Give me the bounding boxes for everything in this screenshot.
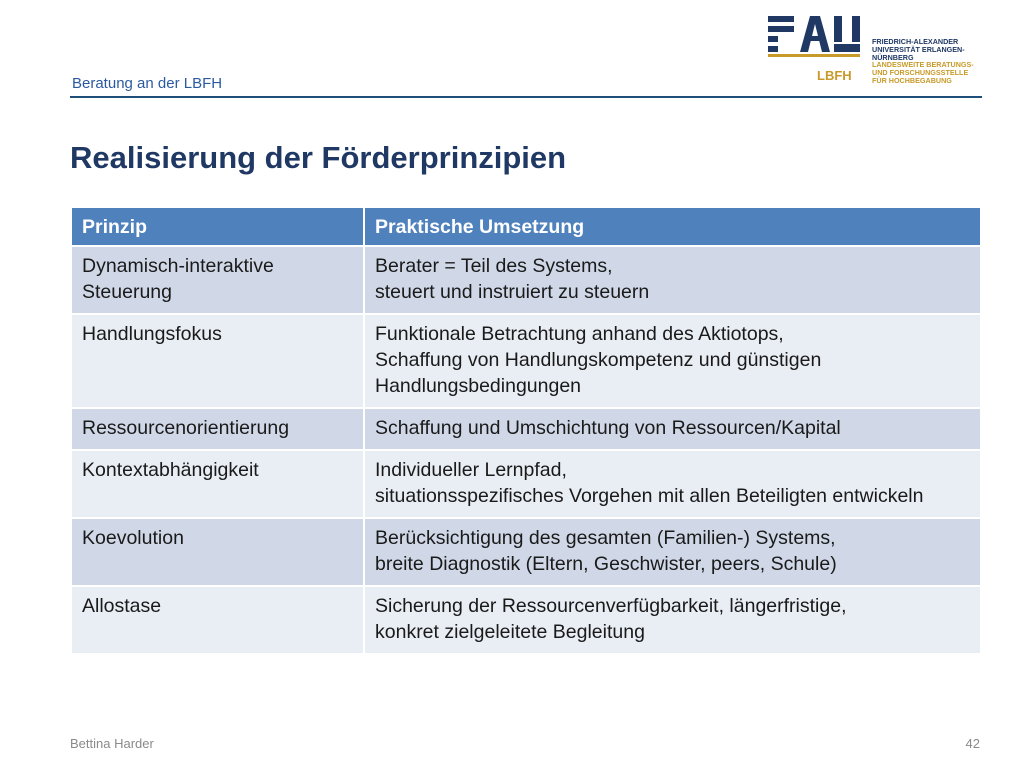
principle-cell: Dynamisch-interaktive Steuerung — [71, 246, 364, 314]
principle-cell: Kontextabhängigkeit — [71, 450, 364, 518]
fau-logo-icon — [766, 14, 862, 60]
table-row — [71, 450, 981, 518]
implementation-cell — [364, 586, 981, 654]
principle-cell: Allostase — [71, 586, 364, 654]
table-row — [71, 314, 981, 408]
implementation-line: breite Diagnostik (Eltern, Geschwister, peers, Schule) — [375, 553, 837, 575]
implementation-line: Schaffung und Umschichtung von Ressourcen/Kapital — [375, 417, 841, 439]
header-rule — [70, 96, 982, 98]
implementation-line: steuert und instruiert zu steuern — [375, 281, 650, 303]
implementation-line: Schaffung von Handlungskompetenz und günstigen Handlungsbedingungen — [375, 349, 822, 397]
column-header-implementation: Praktische Umsetzung — [364, 207, 981, 246]
implementation-line: Sicherung der Ressourcenverfügbarkeit, längerfristige, — [375, 595, 847, 617]
principle-cell: Handlungsfokus — [71, 314, 364, 408]
implementation-cell — [364, 246, 981, 314]
implementation-line: Individueller Lernpfad, — [375, 459, 567, 481]
implementation-line: Funktionale Betrachtung anhand des Aktiotops, — [375, 323, 784, 345]
logo-university-text: FRIEDRICH-ALEXANDER UNIVERSITÄT ERLANGEN-NÜRNBERG — [872, 37, 965, 62]
fau-logo — [766, 14, 986, 86]
page-title: Realisierung der Förderprinzipien — [70, 140, 567, 175]
principle-cell: Koevolution — [71, 518, 364, 586]
table-row — [71, 408, 981, 450]
header-label: Beratung an der LBFH — [72, 75, 223, 92]
logo-abbr: LBFH — [817, 68, 852, 83]
implementation-cell — [364, 518, 981, 586]
principles-table — [70, 206, 982, 655]
implementation-cell — [364, 314, 981, 408]
logo-unit-text: LANDESWEITE BERATUNGS- UND FORSCHUNGSSTELLE FÜR HOCHBEGABUNG — [872, 60, 974, 85]
table-row — [71, 246, 981, 314]
implementation-cell — [364, 450, 981, 518]
page-number: 42 — [965, 736, 980, 751]
column-header-principle: Prinzip — [71, 207, 364, 246]
principle-cell: Ressourcenorientierung — [71, 408, 364, 450]
implementation-line: konkret zielgeleitete Begleitung — [375, 621, 645, 643]
table-row — [71, 586, 981, 654]
implementation-cell — [364, 408, 981, 450]
table-row — [71, 518, 981, 586]
implementation-line: Berücksichtigung des gesamten (Familien-) Systems, — [375, 527, 836, 549]
footer-author: Bettina Harder — [70, 736, 154, 751]
table-header-row — [71, 207, 981, 246]
implementation-line: situationsspezifisches Vorgehen mit allen Beteiligten entwickeln — [375, 485, 924, 507]
implementation-line: Berater = Teil des Systems, — [375, 255, 613, 277]
